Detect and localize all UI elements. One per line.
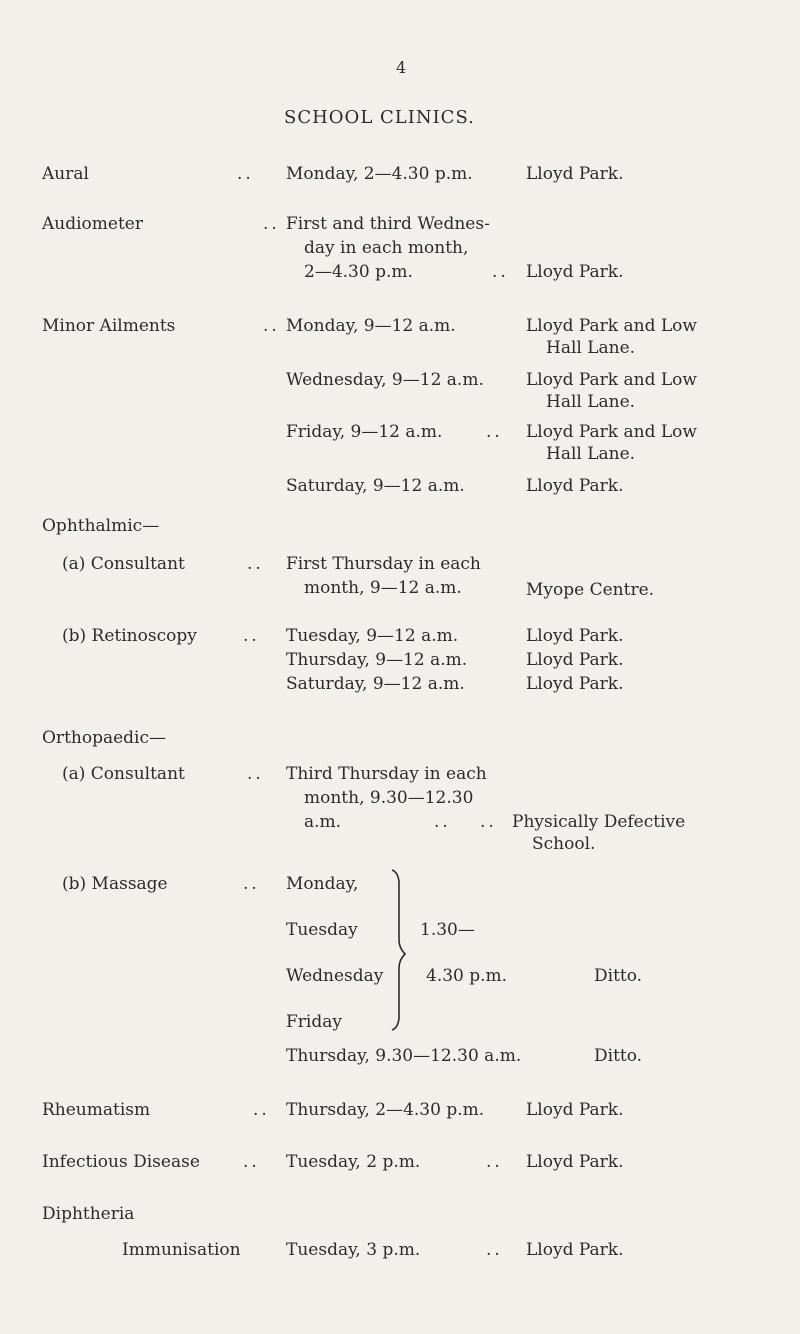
label-massage: (b) Massage	[62, 874, 168, 894]
leader-dots: ..	[492, 262, 509, 282]
leader-dots: ..	[480, 812, 497, 832]
time-retinoscopy-tuesday: Tuesday, 9—12 a.m.	[286, 626, 459, 646]
leader-dots: ..	[243, 874, 260, 894]
time-infectious-disease: Tuesday, 2 p.m.	[286, 1152, 421, 1172]
place-diphtheria: Lloyd Park.	[526, 1240, 624, 1260]
subject-diphtheria-line2: Immunisation	[122, 1240, 241, 1260]
label-retinoscopy: (b) Retinoscopy	[62, 626, 197, 646]
massage-hours-line1: 1.30—	[420, 920, 475, 940]
leader-dots: ..	[434, 812, 451, 832]
place-retinoscopy-thursday: Lloyd Park.	[526, 650, 624, 670]
time-retinoscopy-thursday: Thursday, 9—12 a.m.	[286, 650, 468, 670]
leader-dots: ..	[247, 554, 264, 574]
leader-dots: ..	[243, 626, 260, 646]
place-orthopaedic-consultant-line1: Physically Defective	[512, 812, 686, 832]
place-infectious-disease: Lloyd Park.	[526, 1152, 624, 1172]
place-massage: Ditto.	[594, 966, 643, 986]
subject-diphtheria-line1: Diphtheria	[42, 1204, 135, 1224]
brace-icon	[390, 868, 410, 1032]
massage-hours-line2: 4.30 p.m.	[426, 966, 508, 986]
leader-dots: ..	[486, 1152, 503, 1172]
subject-aural: Aural	[42, 164, 89, 184]
place-minor-monday-line1: Lloyd Park and Low	[526, 316, 697, 336]
massage-day-friday: Friday	[286, 1012, 342, 1032]
time-retinoscopy-saturday: Saturday, 9—12 a.m.	[286, 674, 465, 694]
massage-day-tuesday: Tuesday	[286, 920, 358, 940]
place-orthopaedic-consultant-line2: School.	[532, 834, 596, 854]
time-ophthalmic-consultant-line2: month, 9—12 a.m.	[304, 578, 462, 598]
place-minor-wednesday-line2: Hall Lane.	[546, 392, 636, 412]
massage-day-wednesday: Wednesday	[286, 966, 384, 986]
heading-ophthalmic: Ophthalmic—	[42, 516, 160, 536]
subject-audiometer: Audiometer	[42, 214, 143, 234]
time-orthopaedic-consultant-line3: a.m.	[304, 812, 342, 832]
place-minor-friday-line2: Hall Lane.	[546, 444, 636, 464]
subject-rheumatism: Rheumatism	[42, 1100, 151, 1120]
page-title: SCHOOL CLINICS.	[284, 107, 475, 128]
time-rheumatism: Thursday, 2—4.30 p.m.	[286, 1100, 485, 1120]
massage-day-monday: Monday,	[286, 874, 359, 894]
time-orthopaedic-consultant-line2: month, 9.30—12.30	[304, 788, 474, 808]
leader-dots: ..	[253, 1100, 270, 1120]
page-number: 4	[396, 58, 407, 77]
place-minor-monday-line2: Hall Lane.	[546, 338, 636, 358]
time-orthopaedic-consultant-line1: Third Thursday in each	[286, 764, 487, 784]
place-audiometer: Lloyd Park.	[526, 262, 624, 282]
place-retinoscopy-saturday: Lloyd Park.	[526, 674, 624, 694]
time-diphtheria: Tuesday, 3 p.m.	[286, 1240, 421, 1260]
place-minor-friday-line1: Lloyd Park and Low	[526, 422, 697, 442]
leader-dots: ..	[263, 214, 280, 234]
time-aural: Monday, 2—4.30 p.m.	[286, 164, 473, 184]
place-aural: Lloyd Park.	[526, 164, 624, 184]
leader-dots: ..	[247, 764, 264, 784]
time-massage-thursday: Thursday, 9.30—12.30 a.m.	[286, 1046, 522, 1066]
time-audiometer-line2: day in each month,	[304, 238, 469, 258]
place-minor-saturday: Lloyd Park.	[526, 476, 624, 496]
place-minor-wednesday-line1: Lloyd Park and Low	[526, 370, 697, 390]
subject-infectious-disease: Infectious Disease	[42, 1152, 200, 1172]
time-ophthalmic-consultant-line1: First Thursday in each	[286, 554, 481, 574]
subject-minor-ailments: Minor Ailments	[42, 316, 176, 336]
leader-dots: ..	[486, 1240, 503, 1260]
time-audiometer-line1: First and third Wednes-	[286, 214, 490, 234]
place-ophthalmic-consultant: Myope Centre.	[526, 580, 655, 600]
leader-dots: ..	[486, 422, 503, 442]
label-ophthalmic-consultant: (a) Consultant	[62, 554, 185, 574]
heading-orthopaedic: Orthopaedic—	[42, 728, 166, 748]
time-minor-wednesday: Wednesday, 9—12 a.m.	[286, 370, 484, 390]
leader-dots: ..	[263, 316, 280, 336]
place-rheumatism: Lloyd Park.	[526, 1100, 624, 1120]
leader-dots: ..	[237, 164, 254, 184]
time-minor-friday: Friday, 9—12 a.m.	[286, 422, 443, 442]
time-audiometer-line3: 2—4.30 p.m.	[304, 262, 413, 282]
time-minor-saturday: Saturday, 9—12 a.m.	[286, 476, 465, 496]
place-retinoscopy-tuesday: Lloyd Park.	[526, 626, 624, 646]
label-orthopaedic-consultant: (a) Consultant	[62, 764, 185, 784]
time-minor-monday: Monday, 9—12 a.m.	[286, 316, 456, 336]
leader-dots: ..	[243, 1152, 260, 1172]
place-massage-thursday: Ditto.	[594, 1046, 643, 1066]
